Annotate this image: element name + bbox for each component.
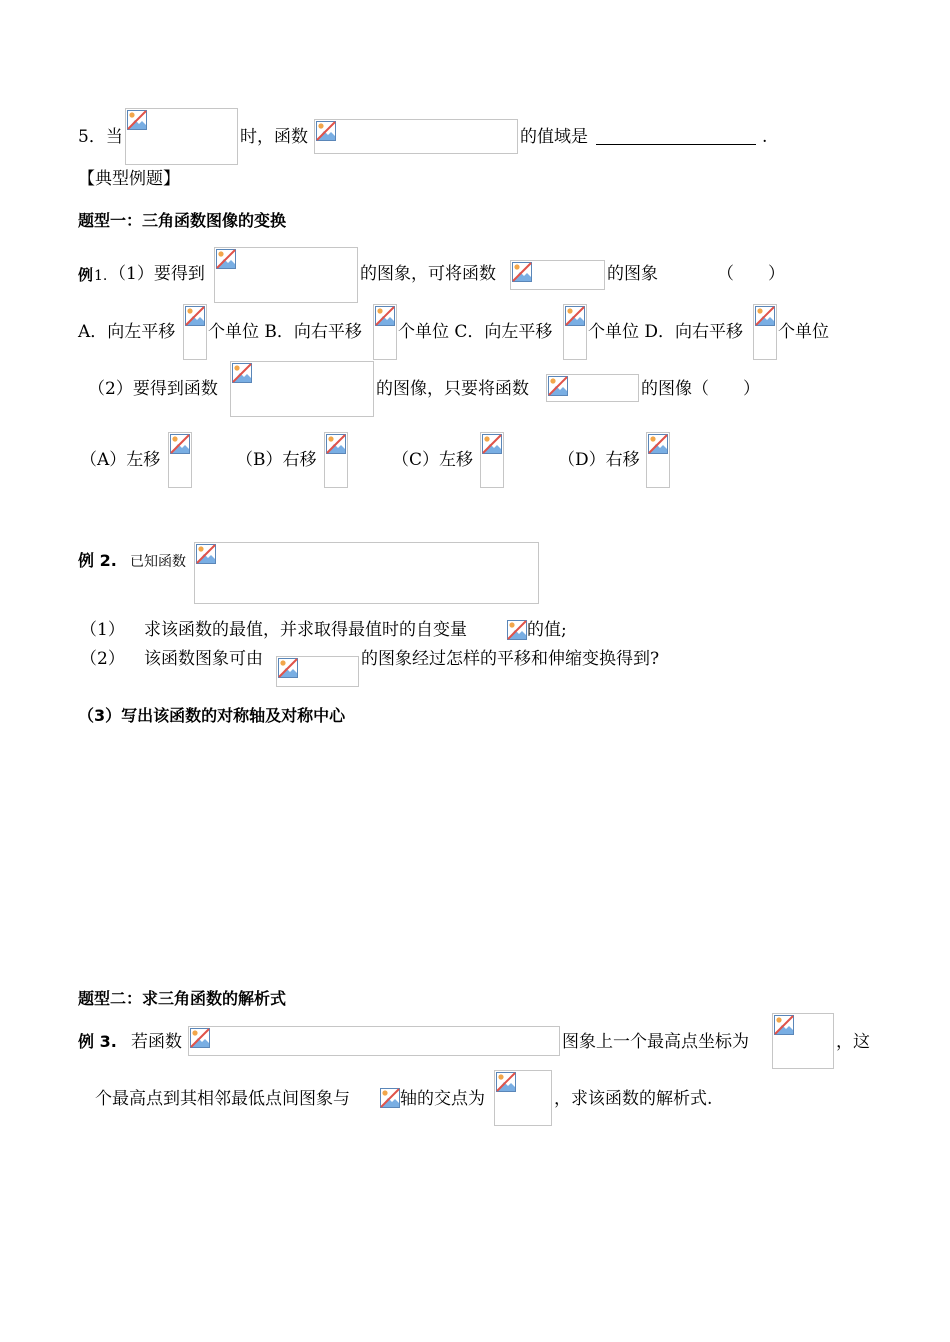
- opt2-a-text: （A）左移: [80, 450, 161, 470]
- formula-image: [168, 432, 192, 488]
- formula-image: [194, 542, 539, 604]
- broken-image-icon: [512, 262, 532, 282]
- formula-image: [324, 432, 348, 488]
- ex2-q1-number: （1）: [80, 620, 125, 640]
- formula-image: [214, 247, 358, 303]
- option-unit-text: 个单位: [778, 322, 829, 342]
- formula-image: [480, 432, 504, 488]
- ex3-text-5: 轴的交点为: [400, 1089, 485, 1109]
- broken-image-icon: [232, 363, 252, 383]
- ex2-q1-end: 的值;: [527, 620, 567, 640]
- ex2-q1-text: 求该函数的最值，并求取得最值时的自变量: [144, 620, 467, 640]
- ex1-part1-mid: 的图象，可将函数: [360, 264, 496, 284]
- q5-text-1: 时，函数: [240, 127, 308, 147]
- broken-image-icon: [196, 544, 216, 564]
- formula-image: [507, 620, 527, 640]
- q5-text-2: 的值域是: [520, 127, 588, 147]
- q5-number: 5．当: [78, 127, 123, 147]
- broken-image-icon: [185, 306, 205, 326]
- broken-image-icon: [170, 434, 190, 454]
- broken-image-icon: [565, 306, 585, 326]
- q5-period: .: [762, 127, 768, 147]
- formula-image: [646, 432, 670, 488]
- formula-image: [183, 304, 207, 360]
- opt2-b-text: （B）右移: [236, 450, 317, 470]
- formula-image: [563, 304, 587, 360]
- ex3-text-4: 个最高点到其相邻最低点间图象与: [95, 1089, 350, 1109]
- ex2-q2-number: （2）: [80, 649, 125, 669]
- broken-image-icon: [482, 434, 502, 454]
- ex2-q2-text: 该函数图象可由: [144, 649, 263, 669]
- broken-image-icon: [496, 1072, 516, 1092]
- ex2-q2-end: 的图象经过怎样的平移和伸缩变换得到?: [361, 649, 660, 669]
- formula-image: [230, 361, 374, 417]
- ex3-text-6: ，求该函数的解析式.: [554, 1089, 713, 1109]
- option-d-text: 个单位 D．向右平移: [588, 322, 744, 342]
- opt2-c-text: （C）左移: [392, 450, 474, 470]
- ex3-text-1: 若函数: [131, 1032, 182, 1052]
- broken-image-icon: [380, 1088, 400, 1108]
- section-header: 【典型例题】: [78, 169, 180, 189]
- ex1-label: 例: [78, 266, 94, 284]
- broken-image-icon: [774, 1015, 794, 1035]
- opt2-d-text: （D）右移: [558, 450, 640, 470]
- ex3-label: 例 3.: [78, 1032, 117, 1051]
- formula-image: [188, 1026, 560, 1056]
- broken-image-icon: [648, 434, 668, 454]
- broken-image-icon: [316, 121, 336, 141]
- ex1-part1-pre: （1）要得到: [109, 264, 205, 284]
- answer-paren: （ ）: [717, 264, 785, 284]
- broken-image-icon: [755, 306, 775, 326]
- option-b-text: 个单位 B．向右平移: [208, 322, 362, 342]
- ex1-part2-pre: （2）要得到函数: [88, 379, 218, 399]
- ex1-part2-end: 的图像（ ）: [641, 379, 760, 399]
- option-c-text: 个单位 C．向左平移: [398, 322, 553, 342]
- ex2-label: 例 2.: [78, 551, 117, 570]
- broken-image-icon: [216, 249, 236, 269]
- type2-title: 题型二：求三角函数的解析式: [78, 989, 287, 1008]
- broken-image-icon: [548, 376, 568, 396]
- broken-image-icon: [278, 658, 298, 678]
- type1-title: 题型一：三角函数图像的变换: [78, 211, 287, 230]
- broken-image-icon: [375, 306, 395, 326]
- answer-blank[interactable]: [596, 144, 756, 145]
- formula-image: [510, 260, 605, 290]
- formula-image: [380, 1088, 400, 1108]
- formula-image: [314, 119, 518, 154]
- ex2-q3: （3）写出该函数的对称轴及对称中心: [78, 706, 346, 725]
- broken-image-icon: [190, 1028, 210, 1048]
- formula-image: [276, 656, 359, 687]
- ex3-text-3: ，这: [836, 1032, 870, 1052]
- broken-image-icon: [507, 620, 527, 640]
- ex1-number: 1.: [94, 268, 108, 284]
- ex3-text-2: 图象上一个最高点坐标为: [562, 1032, 749, 1052]
- ex1-part1-end: 的图象: [607, 264, 658, 284]
- formula-image: [753, 304, 777, 360]
- broken-image-icon: [127, 110, 147, 130]
- formula-image: [125, 108, 238, 165]
- formula-image: [373, 304, 397, 360]
- option-a-text: A．向左平移: [78, 322, 176, 342]
- formula-image: [546, 374, 639, 402]
- formula-image: [494, 1070, 552, 1126]
- broken-image-icon: [326, 434, 346, 454]
- ex2-intro: 已知函数: [130, 554, 186, 570]
- formula-image: [772, 1013, 834, 1069]
- ex1-part2-mid: 的图像，只要将函数: [376, 379, 529, 399]
